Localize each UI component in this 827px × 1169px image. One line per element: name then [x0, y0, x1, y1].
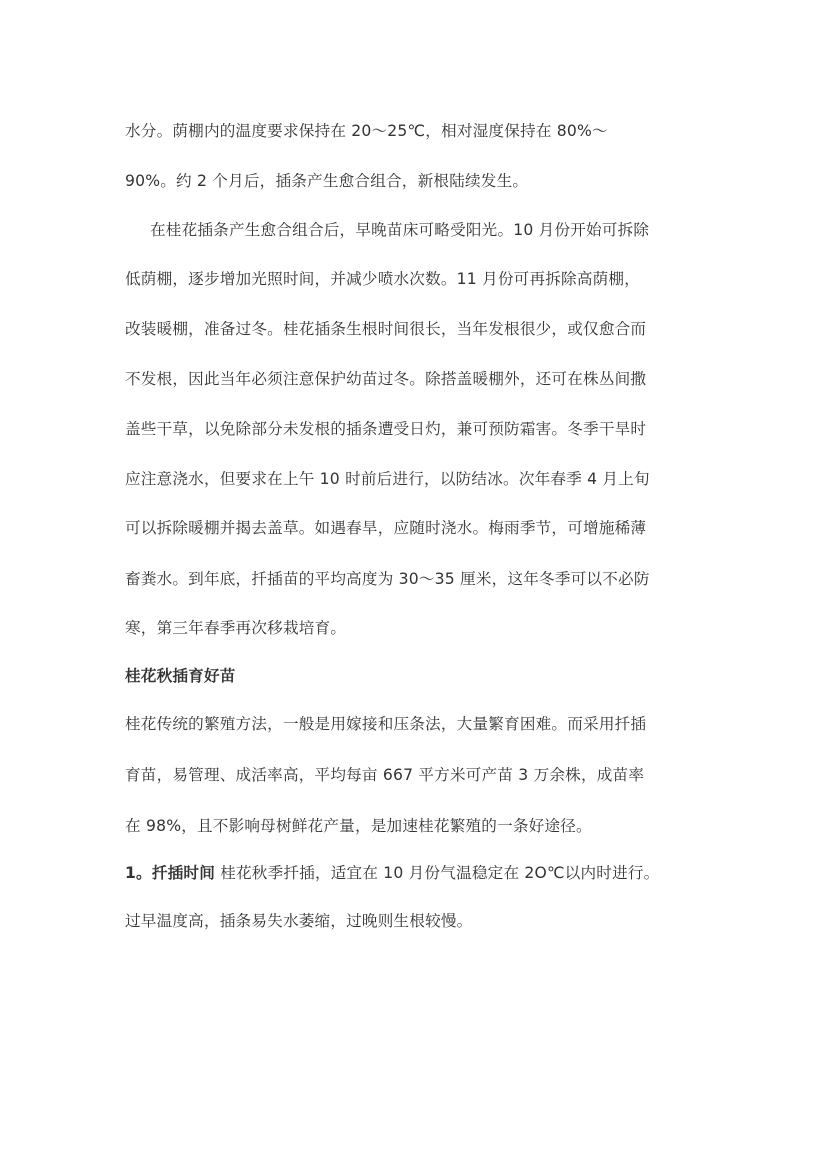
paragraph-2-line-4: 不发根，因此当年必须注意保护幼苗过冬。除搭盖暖棚外，还可在株丛间撒 — [125, 370, 647, 388]
section-heading: 桂花秋插育好苗 — [125, 667, 236, 685]
section-paragraph-line-1: 桂花传统的繁殖方法，一般是用嫁接和压条法，大量繁育困难。而采用扦插 — [125, 715, 647, 733]
section-paragraph-line-3: 在 98%，且不影响母树鲜花产量，是加速桂花繁殖的一条好途径。 — [125, 817, 592, 835]
paragraph-2-line-8: 畜粪水。到年底，扦插苗的平均高度为 30～35 厘米，这年冬季可以不必防 — [125, 570, 650, 588]
item-1-line-1 — [125, 862, 715, 884]
paragraph-2-line-2: 低荫棚，逐步增加光照时间，并减少喷水次数。11 月份可再拆除高荫棚， — [125, 270, 641, 288]
paragraph-1-line-2: 90%。约 2 个月后，插条产生愈合组合，新根陆续发生。 — [125, 172, 529, 190]
paragraph-2-line-7: 可以拆除暖棚并揭去盖草。如遇春旱，应随时浇水。梅雨季节，可增施稀薄 — [125, 519, 647, 537]
paragraph-2-line-5: 盖些干草，以免除部分未发根的插条遭受日灼，兼可预防霜害。冬季干旱时 — [125, 420, 647, 438]
paragraph-2-line-9: 寒，第三年春季再次移栽培育。 — [125, 619, 347, 637]
paragraph-1-line-1: 水分。荫棚内的温度要求保持在 20～25℃，相对湿度保持在 80%～ — [125, 122, 608, 140]
item-1-text: 桂花秋季扦插，适宜在 10 月份气温稳定在 2O℃以内时进行。 — [215, 864, 660, 882]
section-paragraph-line-2: 育苗，易管理、成活率高，平均每亩 667 平方米可产苗 3 万余株，成苗率 — [125, 766, 645, 784]
paragraph-2-line-3: 改装暖棚，准备过冬。桂花插条生根时间很长，当年发根很少，或仅愈合而 — [125, 320, 647, 338]
paragraph-2-line-6: 应注意浇水，但要求在上午 10 时前后进行，以防结冰。次年春季 4 月上旬 — [125, 470, 650, 488]
paragraph-2-line-1: 在桂花插条产生愈合组合后，早晚苗床可略受阳光。10 月份开始可拆除 — [150, 221, 650, 239]
item-1-label: 1。扦插时间 — [125, 864, 216, 882]
item-1-line-2: 过早温度高，插条易失水萎缩，过晚则生根较慢。 — [125, 912, 473, 930]
